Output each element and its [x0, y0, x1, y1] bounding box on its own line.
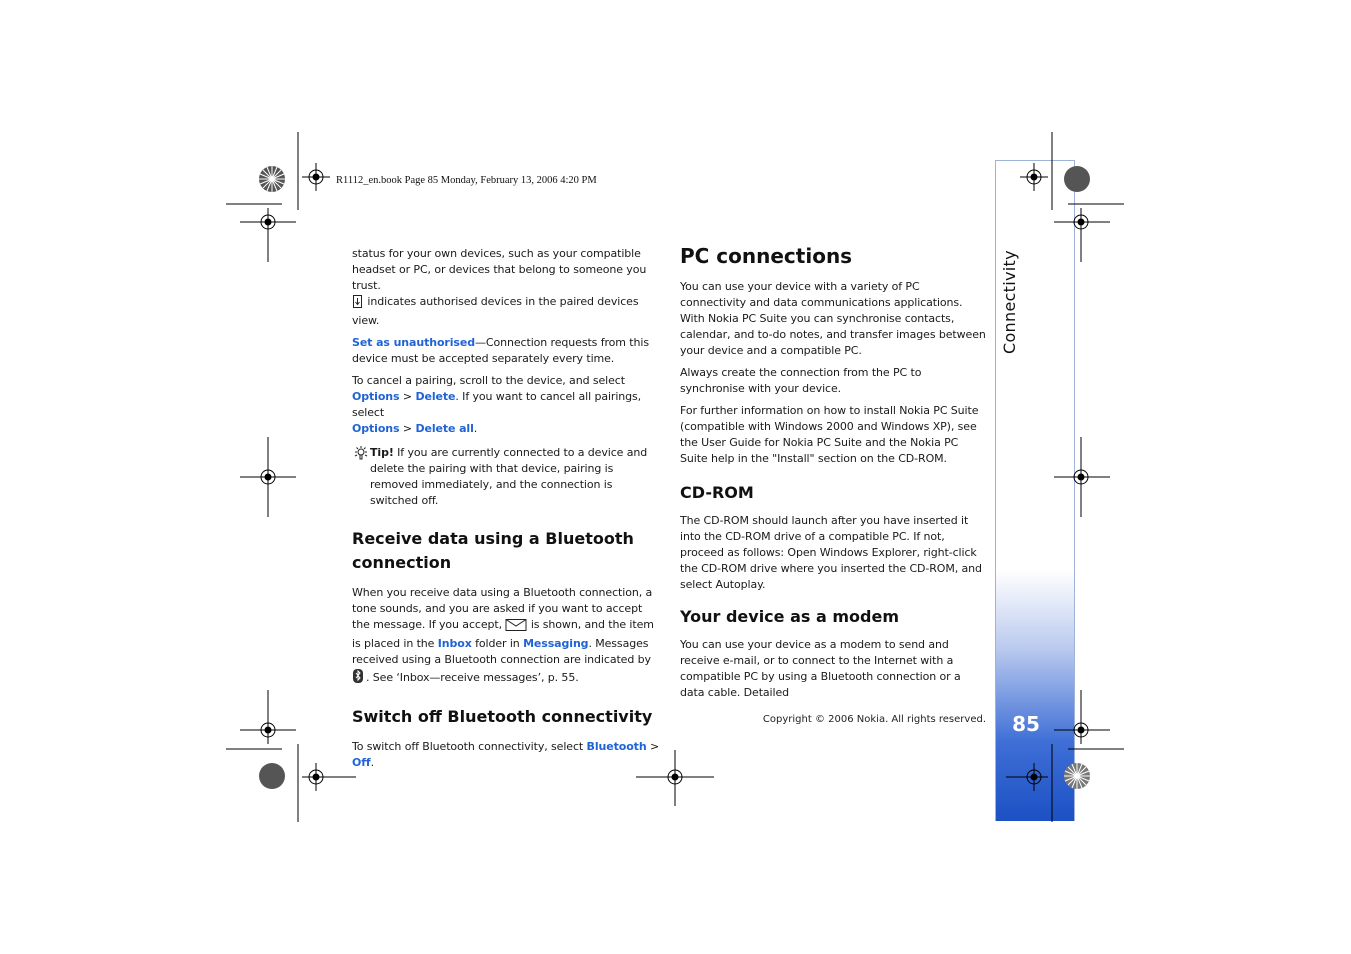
paragraph: status for your own devices, such as your compatible headset or PC, or devices that belong to someone you trust. indicates authorised devices in the paired devices view.	[352, 247, 647, 327]
registration-mark-icon	[240, 690, 296, 744]
copyright-footer: Copyright © 2006 Nokia. All rights reserved.	[762, 714, 986, 725]
options-menu-ref: Options	[352, 390, 400, 403]
paragraph: You can use your device as a modem to send and receive e-mail, or to connect to the Internet with a compatible PC by using a Bluetooth connection or a data cable. Detailed	[680, 638, 961, 699]
paragraph: To switch off Bluetooth connectivity, select Bluetooth > Off.	[352, 740, 660, 769]
off-option-ref: Off	[352, 756, 371, 769]
paragraph: Set as unauthorised—Connection requests from this device must be accepted separately every time.	[352, 336, 649, 365]
options-menu-ref: Options	[352, 422, 400, 435]
section-heading-pc-connections: PC connections	[680, 244, 853, 268]
paragraph: For further information on how to install Nokia PC Suite (compatible with Windows 2000 and Windows XP), see the User Guide for Nokia PC Suite and the Nokia PC Suite help in the "Install" section on the CD-ROM.	[680, 404, 979, 465]
set-unauthorised-option: Set as unauthorised	[352, 336, 476, 349]
registration-mark-icon	[636, 750, 714, 806]
bluetooth-app-ref: Bluetooth	[586, 740, 647, 753]
chapter-tab-label: Connectivity	[1000, 250, 1019, 354]
section-heading-cd-rom: CD-ROM	[680, 483, 754, 502]
registration-mark-icon	[240, 437, 296, 517]
color-bar-circle-icon	[1064, 763, 1090, 789]
registration-mark-icon	[1054, 437, 1110, 517]
delete-all-option-ref: Delete all	[415, 422, 474, 435]
section-heading-receive: Receive data using a Bluetooth connection	[352, 529, 634, 572]
paragraph: Always create the connection from the PC to synchronise with your device.	[680, 366, 922, 395]
color-bar-circle-icon	[259, 763, 285, 789]
section-heading-switch-off: Switch off Bluetooth connectivity	[352, 707, 653, 726]
registration-mark-icon	[302, 163, 330, 191]
messaging-app-ref: Messaging	[523, 637, 589, 650]
registration-mark-icon	[1054, 690, 1110, 744]
inbox-folder-ref: Inbox	[437, 637, 472, 650]
page-number: 85	[1012, 712, 1040, 736]
registration-mark-icon	[302, 763, 356, 791]
color-bar-circle-icon	[259, 166, 285, 192]
registration-mark-icon	[1006, 763, 1048, 791]
paragraph: The CD-ROM should launch after you have inserted it into the CD-ROM drive of a compatible PC. If not, proceed as follows: Open Windows Explorer, right-click the CD-ROM drive where you inserted the CD-ROM, and select Autoplay.	[680, 514, 982, 591]
registration-mark-icon	[1054, 208, 1110, 262]
paragraph: When you receive data using a Bluetooth connection, a tone sounds, and you are asked if you want to accept the message. If you accept, is shown, and the item is placed in the Inbox folder in Messaging. Messages received using a Bluetooth connection are indicated by . See ‘Inbox—receive messages’, p. 55.	[352, 585, 662, 689]
paragraph: To cancel a pairing, scroll to the device, and select Options > Delete. If you want to cancel all pairings, select Options > Delete all.	[352, 374, 642, 435]
color-bar-circle-icon	[1064, 166, 1090, 192]
registration-mark-icon	[1020, 163, 1048, 191]
section-heading-modem: Your device as a modem	[680, 607, 899, 626]
book-header: R1112_en.book Page 85 Monday, February 13, 2006 4:20 PM	[336, 175, 597, 186]
registration-mark-icon	[254, 208, 282, 262]
paragraph: You can use your device with a variety of PC connectivity and data communications applications. With Nokia PC Suite you can synchronise contacts, calendar, and to-do notes, and transfer images between your device and a compatible PC.	[680, 280, 986, 357]
tip-text: Tip! If you are currently connected to a device and delete the pairing with that device, pairing is removed immediately, and the connection is switched off.	[370, 446, 648, 507]
delete-option-ref: Delete	[415, 390, 456, 403]
